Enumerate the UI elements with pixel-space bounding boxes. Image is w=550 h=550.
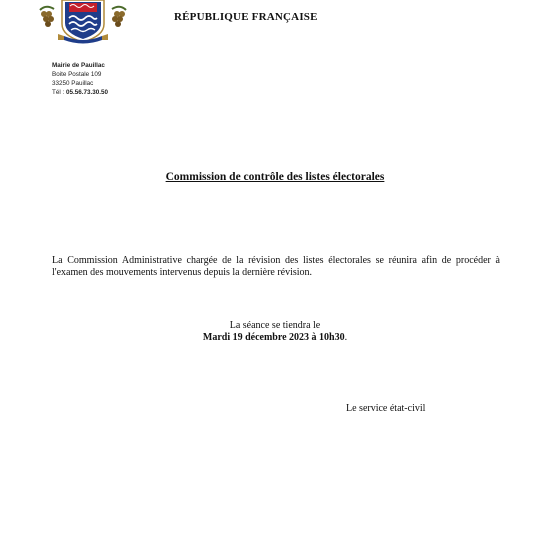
telephone-label: Tél : (52, 89, 66, 96)
document-title: Commission de contrôle des listes électorales (165, 171, 385, 183)
city-line: 33250 Pauillac (52, 80, 94, 87)
left-grapes-icon (40, 7, 54, 27)
session-block (0, 320, 550, 344)
body-paragraph: La Commission Administrative chargée de la révision des listes électorales se réunira afin de procéder à l'examen des mouvements intervenus depuis la dernière révision. (52, 255, 500, 278)
republic-header: RÉPUBLIQUE FRANÇAISE (174, 11, 318, 23)
telephone-number: 05.56.73.30.50 (66, 89, 109, 96)
session-date: Mardi 19 décembre 2023 à 10h30 (202, 332, 345, 343)
session-end: . (344, 332, 348, 343)
session-date-line (0, 332, 550, 344)
telephone-line (52, 88, 108, 97)
session-intro: La séance se tiendra le (229, 320, 321, 331)
po-box: Boite Postale 109 (52, 71, 102, 78)
town-coat-of-arms-logo (36, 0, 130, 44)
signature: Le service état-civil (346, 403, 426, 414)
shield-icon (62, 0, 104, 42)
right-grapes-icon (112, 7, 126, 27)
organization-name: Mairie de Pauillac (52, 62, 105, 69)
address-block (52, 61, 108, 97)
